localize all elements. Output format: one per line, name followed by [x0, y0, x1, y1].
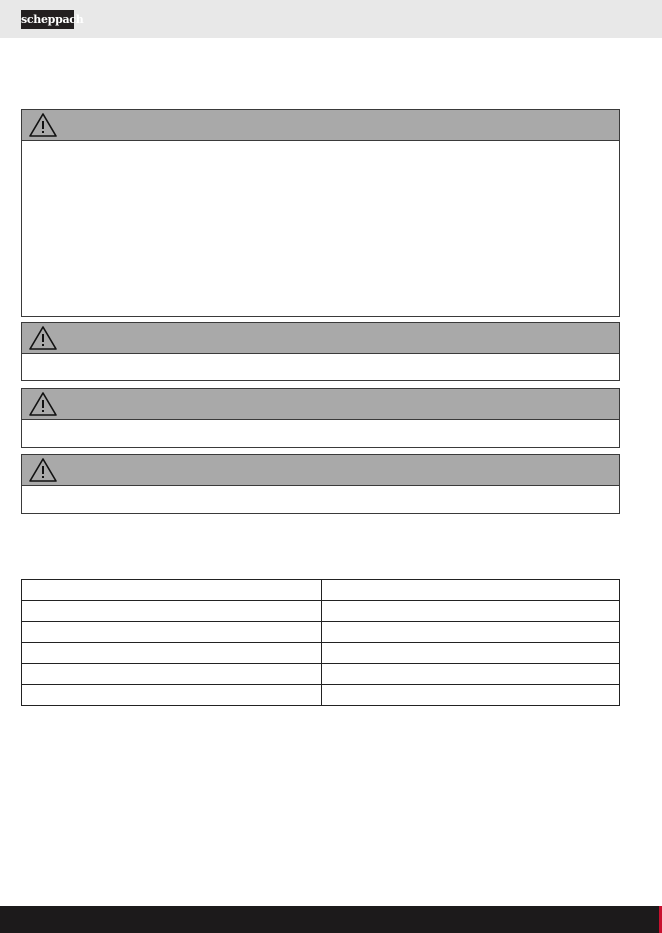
warning-box-1 — [21, 109, 620, 317]
table-cell-value — [322, 685, 620, 706]
warning-box-3 — [21, 388, 620, 448]
table-row — [22, 601, 620, 622]
scheppach-logo: scheppach — [21, 10, 74, 29]
warning-body — [22, 354, 619, 366]
table-cell-value — [322, 622, 620, 643]
page-header — [0, 0, 662, 38]
table-row — [22, 664, 620, 685]
page-footer — [0, 906, 662, 933]
warning-header-bar — [22, 323, 619, 354]
warning-body — [22, 420, 619, 432]
warning-triangle-icon — [28, 325, 58, 351]
table-cell-label — [22, 580, 322, 601]
warning-header-bar — [22, 455, 619, 486]
warning-box-2 — [21, 322, 620, 381]
warning-triangle-icon — [28, 457, 58, 483]
warning-header-bar — [22, 110, 619, 141]
table-cell-label — [22, 601, 322, 622]
table-cell-label — [22, 664, 322, 685]
table-row — [22, 580, 620, 601]
table-row — [22, 622, 620, 643]
warning-box-4 — [21, 454, 620, 514]
table-row — [22, 685, 620, 706]
table-cell-value — [322, 580, 620, 601]
table-cell-value — [322, 664, 620, 685]
warning-triangle-icon — [28, 112, 58, 138]
spec-table — [21, 579, 620, 706]
warning-body — [22, 486, 619, 498]
table-row — [22, 643, 620, 664]
table-cell-label — [22, 685, 322, 706]
table-cell-label — [22, 622, 322, 643]
table-cell-value — [322, 601, 620, 622]
warning-header-bar — [22, 389, 619, 420]
warning-triangle-icon — [28, 391, 58, 417]
warning-body — [22, 141, 619, 153]
table-cell-label — [22, 643, 322, 664]
table-cell-value — [322, 643, 620, 664]
